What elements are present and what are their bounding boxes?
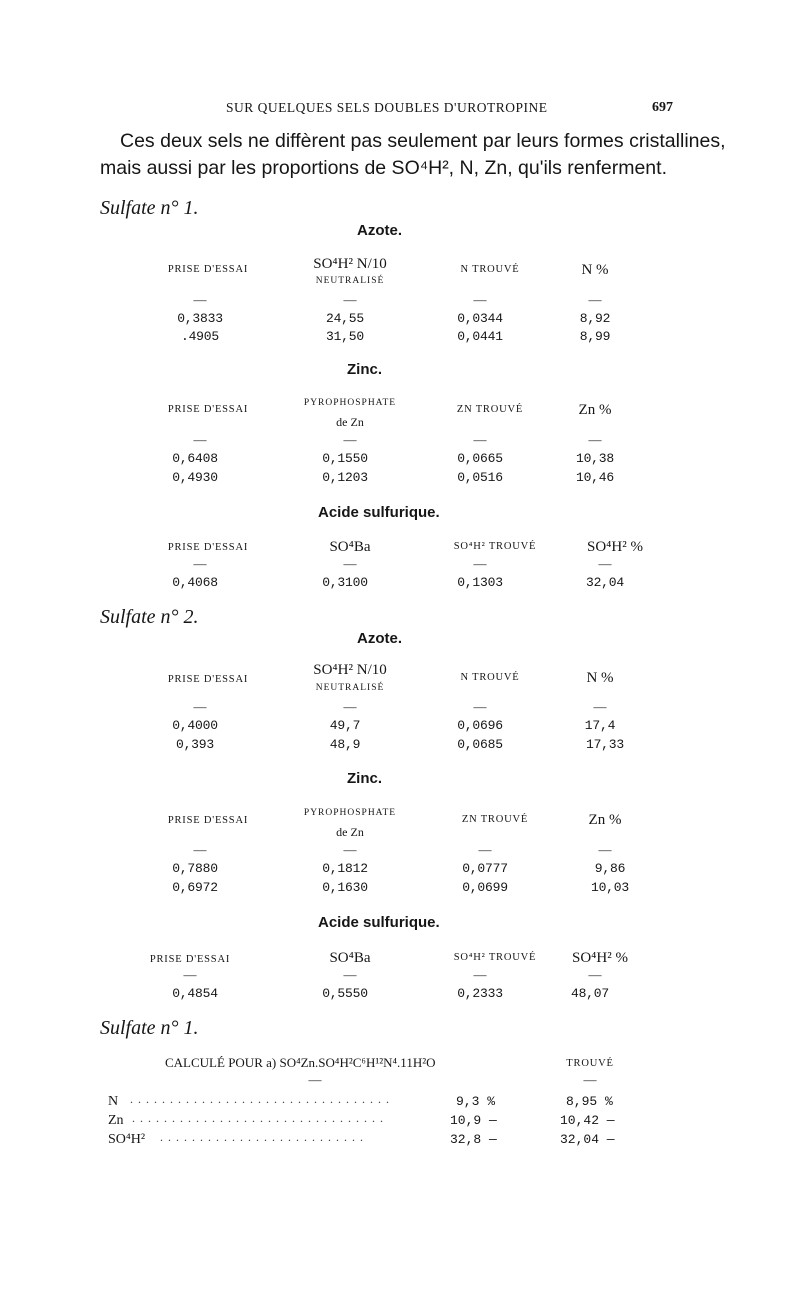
table-cell: 0,0344 bbox=[457, 311, 503, 326]
section-2-zinc-title: Zinc. bbox=[347, 770, 383, 787]
table-cell: 0,2333 bbox=[457, 986, 503, 1001]
calc-row bbox=[108, 1132, 628, 1150]
header-rule: — bbox=[473, 967, 487, 982]
col-header-prise: PRISE D'ESSAI bbox=[167, 404, 249, 415]
table-cell: 0,6408 bbox=[172, 451, 218, 466]
table-cell: 0,7880 bbox=[172, 861, 218, 876]
header-rule: — bbox=[593, 699, 607, 714]
table-cell: 0,4000 bbox=[172, 718, 218, 733]
table-cell: 17,4 bbox=[584, 718, 616, 733]
header-rule: — bbox=[343, 432, 357, 447]
header-rule: — bbox=[183, 967, 197, 982]
page-number: 697 bbox=[652, 100, 673, 115]
col-header-prise: PRISE D'ESSAI bbox=[149, 954, 231, 965]
found-header: TROUVÉ bbox=[566, 1058, 614, 1069]
table-cell: 31,50 bbox=[325, 329, 364, 344]
col-header-n-trouve: N TROUVÉ bbox=[460, 672, 520, 683]
table-cell: 10,03 bbox=[590, 880, 629, 895]
col-header-zn-trouve: ZN TROUVÉ bbox=[461, 814, 529, 825]
col-header-zn-trouve: ZN TROUVÉ bbox=[456, 404, 524, 415]
dot-leader: .......................... bbox=[160, 1130, 368, 1144]
header-rule: — bbox=[473, 292, 487, 307]
header-rule: — bbox=[193, 699, 207, 714]
header-rule: — bbox=[588, 292, 602, 307]
table-cell: 0,1303 bbox=[457, 575, 503, 590]
table-cell: 10,38 bbox=[575, 451, 614, 466]
table-cell: 17,33 bbox=[585, 737, 624, 752]
table-cell: 0,4930 bbox=[172, 470, 218, 485]
calc-value: 10,9 — bbox=[450, 1113, 497, 1128]
table-cell: 24,55 bbox=[325, 311, 364, 326]
table-cell: 0,3833 bbox=[177, 311, 223, 326]
section-1-zinc-title: Zinc. bbox=[347, 361, 383, 378]
section-1-azote-title: Azote. bbox=[357, 222, 402, 239]
col-header-so4h2-pct: SO⁴H² % bbox=[572, 950, 628, 966]
section-1-title: Sulfate n° 1. bbox=[100, 197, 199, 219]
col-header-prise: PRISE D'ESSAI bbox=[167, 542, 249, 553]
col-header-zn-pct: Zn % bbox=[578, 402, 612, 418]
page-header bbox=[0, 100, 800, 120]
calc-row-label: N bbox=[108, 1094, 119, 1109]
col-header-de-zn: de Zn bbox=[336, 415, 364, 429]
table-cell: 8,99 bbox=[579, 329, 611, 344]
table-cell: 0,1203 bbox=[322, 470, 368, 485]
intro-line-2: mais aussi par les proportions de SO⁴H², N, Zn, qu'ils renferment. bbox=[100, 157, 667, 179]
table-cell: .4905 bbox=[180, 329, 219, 344]
col-header-prise: PRISE D'ESSAI bbox=[167, 674, 249, 685]
header-rule: — bbox=[343, 842, 357, 857]
table-cell: 0,0685 bbox=[457, 737, 503, 752]
col-header-n-trouve: N TROUVÉ bbox=[460, 264, 520, 275]
header-rule: — bbox=[588, 432, 602, 447]
calc-value: 9,3 % bbox=[456, 1094, 496, 1109]
col-header-neutralise: NEUTRALISÉ bbox=[315, 683, 385, 693]
table-cell: 0,0441 bbox=[457, 329, 503, 344]
dot-leader: ................................. bbox=[130, 1092, 394, 1106]
calc-row bbox=[108, 1113, 628, 1131]
table-cell: 8,92 bbox=[579, 311, 611, 326]
table-cell: 0,3100 bbox=[322, 575, 368, 590]
found-value: 32,04 — bbox=[560, 1132, 615, 1147]
col-header-n-pct: N % bbox=[586, 670, 614, 686]
table-cell: 0,5550 bbox=[322, 986, 368, 1001]
calc-row bbox=[108, 1094, 628, 1112]
header-rule: — bbox=[343, 556, 357, 571]
intro-paragraph bbox=[100, 128, 726, 182]
col-header-prise: PRISE D'ESSAI bbox=[167, 815, 249, 826]
intro-line-1: Ces deux sels ne diffèrent pas seulement par leurs formes cristallines, bbox=[120, 130, 726, 152]
table-cell: 49,7 bbox=[329, 718, 361, 733]
table-cell: 10,46 bbox=[575, 470, 614, 485]
col-header-neutralise: NEUTRALISÉ bbox=[315, 276, 385, 286]
col-header-so4h2: SO⁴H² N/10 bbox=[313, 256, 387, 272]
table-cell: 32,04 bbox=[585, 575, 624, 590]
header-rule: — bbox=[473, 699, 487, 714]
section-3-title: Sulfate n° 1. bbox=[100, 1017, 199, 1039]
table-cell: 0,1630 bbox=[322, 880, 368, 895]
header-rule: — bbox=[193, 292, 207, 307]
header-rule: — bbox=[588, 967, 602, 982]
table-cell: 0,4068 bbox=[172, 575, 218, 590]
col-header-prise: PRISE D'ESSAI bbox=[167, 264, 249, 275]
calc-row-label: SO⁴H² bbox=[108, 1132, 146, 1147]
table-cell: 0,6972 bbox=[172, 880, 218, 895]
col-header-so4h2-trouve: SO⁴H² TROUVÉ bbox=[453, 541, 537, 552]
found-value: 8,95 % bbox=[566, 1094, 613, 1109]
header-rule: — bbox=[583, 1072, 597, 1087]
col-header-pyrophosphate: PYROPHOSPHATE bbox=[303, 398, 397, 408]
table-cell: 0,0696 bbox=[457, 718, 503, 733]
table-cell: 0,0665 bbox=[457, 451, 503, 466]
header-rule: — bbox=[308, 1072, 322, 1087]
table-cell: 9,86 bbox=[594, 861, 626, 876]
running-title: SUR QUELQUES SELS DOUBLES D'UROTROPINE bbox=[226, 100, 548, 115]
col-header-de-zn: de Zn bbox=[336, 825, 364, 839]
table-cell: 0,0777 bbox=[462, 861, 508, 876]
header-rule: — bbox=[478, 842, 492, 857]
section-2-title: Sulfate n° 2. bbox=[100, 606, 199, 628]
header-rule: — bbox=[193, 556, 207, 571]
col-header-zn-pct: Zn % bbox=[588, 812, 622, 828]
section-2-azote-title: Azote. bbox=[357, 630, 402, 647]
table-cell: 0,393 bbox=[175, 737, 214, 752]
header-rule: — bbox=[598, 556, 612, 571]
header-rule: — bbox=[343, 292, 357, 307]
header-rule: — bbox=[343, 967, 357, 982]
col-header-so4h2-trouve: SO⁴H² TROUVÉ bbox=[453, 952, 537, 963]
table-cell: 0,0516 bbox=[457, 470, 503, 485]
table-cell: 0,0699 bbox=[462, 880, 508, 895]
header-rule: — bbox=[473, 556, 487, 571]
header-rule: — bbox=[598, 842, 612, 857]
dot-leader: ................................ bbox=[132, 1111, 388, 1125]
found-value: 10,42 — bbox=[560, 1113, 615, 1128]
table-cell: 48,9 bbox=[329, 737, 361, 752]
header-rule: — bbox=[473, 432, 487, 447]
header-rule: — bbox=[343, 699, 357, 714]
section-1-acide-title: Acide sulfurique. bbox=[318, 504, 440, 521]
header-rule: — bbox=[193, 432, 207, 447]
calc-row-label: Zn bbox=[108, 1113, 124, 1128]
col-header-so4ba: SO⁴Ba bbox=[329, 950, 371, 966]
col-header-pyrophosphate: PYROPHOSPHATE bbox=[303, 808, 397, 818]
table-cell: 0,4854 bbox=[172, 986, 218, 1001]
table-cell: 0,1550 bbox=[322, 451, 368, 466]
table-cell: 48,07 bbox=[570, 986, 609, 1001]
col-header-so4h2-pct: SO⁴H² % bbox=[587, 539, 643, 555]
table-cell: 0,1812 bbox=[322, 861, 368, 876]
col-header-so4h2: SO⁴H² N/10 bbox=[313, 662, 387, 678]
header-rule: — bbox=[193, 842, 207, 857]
col-header-so4ba: SO⁴Ba bbox=[329, 539, 371, 555]
col-header-n-pct: N % bbox=[581, 262, 609, 278]
section-2-acide-title: Acide sulfurique. bbox=[318, 914, 440, 931]
calc-value: 32,8 — bbox=[450, 1132, 497, 1147]
calc-header: CALCULÉ POUR a) SO⁴Zn.SO⁴H²C⁶H¹²N⁴.11H²O bbox=[165, 1055, 436, 1070]
